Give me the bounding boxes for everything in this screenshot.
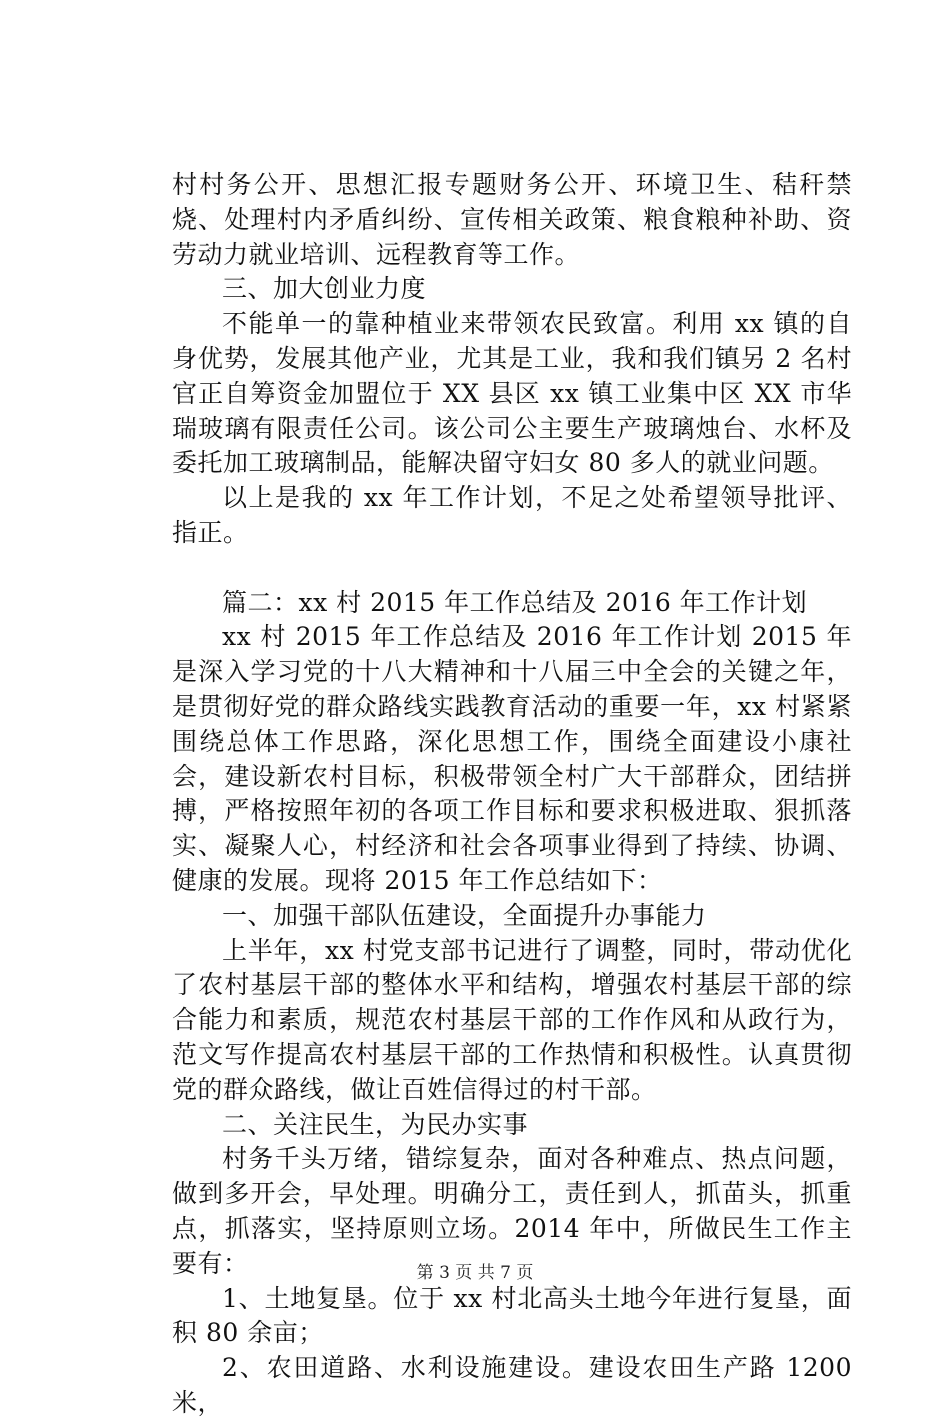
chapter-title: 篇二：xx 村 2015 年工作总结及 2016 年工作计划 <box>222 587 808 617</box>
paragraph: 村务千头万绪，错综复杂，面对各种难点、热点问题，做到多开会，早处理。明确分工，责任到人，抓苗头，抓重点，抓落实，坚持原则立场。2014 年中，所做民生工作主要有： <box>172 1144 852 1278</box>
page-footer: 第 3 页 共 7 页 <box>416 1263 534 1283</box>
section-part1 <box>172 168 852 551</box>
paragraph: 上半年，xx 村党支部书记进行了调整，同时，带动优化了农村基层干部的整体水平和结构，增强农村基层干部的综合能力和素质，规范农村基层干部的工作作风和从政行为，范文写作提高农村基层干部的工作热情和积极性。认真贯彻党的群众路线，做让百姓信得过的村干部。 <box>172 935 852 1104</box>
list-item: 1、土地复垦。位于 xx 村北高头土地今年进行复垦，面积 80 余亩； <box>172 1283 852 1348</box>
paragraph: 不能单一的靠种植业来带领农民致富。利用 xx 镇的自身优势，发展其他产业，尤其是工业，我和我们镇另 2 名村官正自筹资金加盟位于 XX 县区 xx 镇工业集中区 XX 市华瑞玻璃有限责任公司。该公司公主要生产玻璃烛台、水杯及委托加工玻璃制品，能解决留守妇女 80 多人的就业问题。 <box>172 309 852 478</box>
paragraph: 以上是我的 xx 年工作计划，不足之处希望领导批评、指正。 <box>172 483 852 547</box>
document-body <box>172 168 852 1421</box>
paragraph: 村村务公开、思想汇报专题财务公开、环境卫生、秸秆禁烧、处理村内矛盾纠纷、宣传相关政策、粮食粮种补助、资劳动力就业培训、远程教育等工作。 <box>172 170 852 269</box>
list-item: 2、农田道路、水利设施建设。建设农田生产路 1200 米， <box>172 1353 852 1417</box>
section-heading: 一、加强干部队伍建设，全面提升办事能力 <box>222 900 707 930</box>
section-heading: 三、加大创业力度 <box>222 274 427 304</box>
paragraph-gap <box>172 551 852 586</box>
section-part2 <box>172 586 852 1421</box>
section-heading: 二、关注民生，为民办实事 <box>222 1109 529 1139</box>
paragraph: xx 村 2015 年工作总结及 2016 年工作计划 2015 年是深入学习党的十八大精神和十八届三中全会的关键之年，是贯彻好党的群众路线实践教育活动的重要一年，xx 村紧紧围绕总体工作思路，深化思想工作，围绕全面建设小康社会，建设新农村目标，积极带领全村广大干部群众，团结拼搏，严格按照年初的各项工作目标和要求积极进取、狠抓落实、凝聚人心，村经济和社会各项事业得到了持续、协调、健康的发展。现将 2015 年工作总结如下： <box>172 622 852 895</box>
